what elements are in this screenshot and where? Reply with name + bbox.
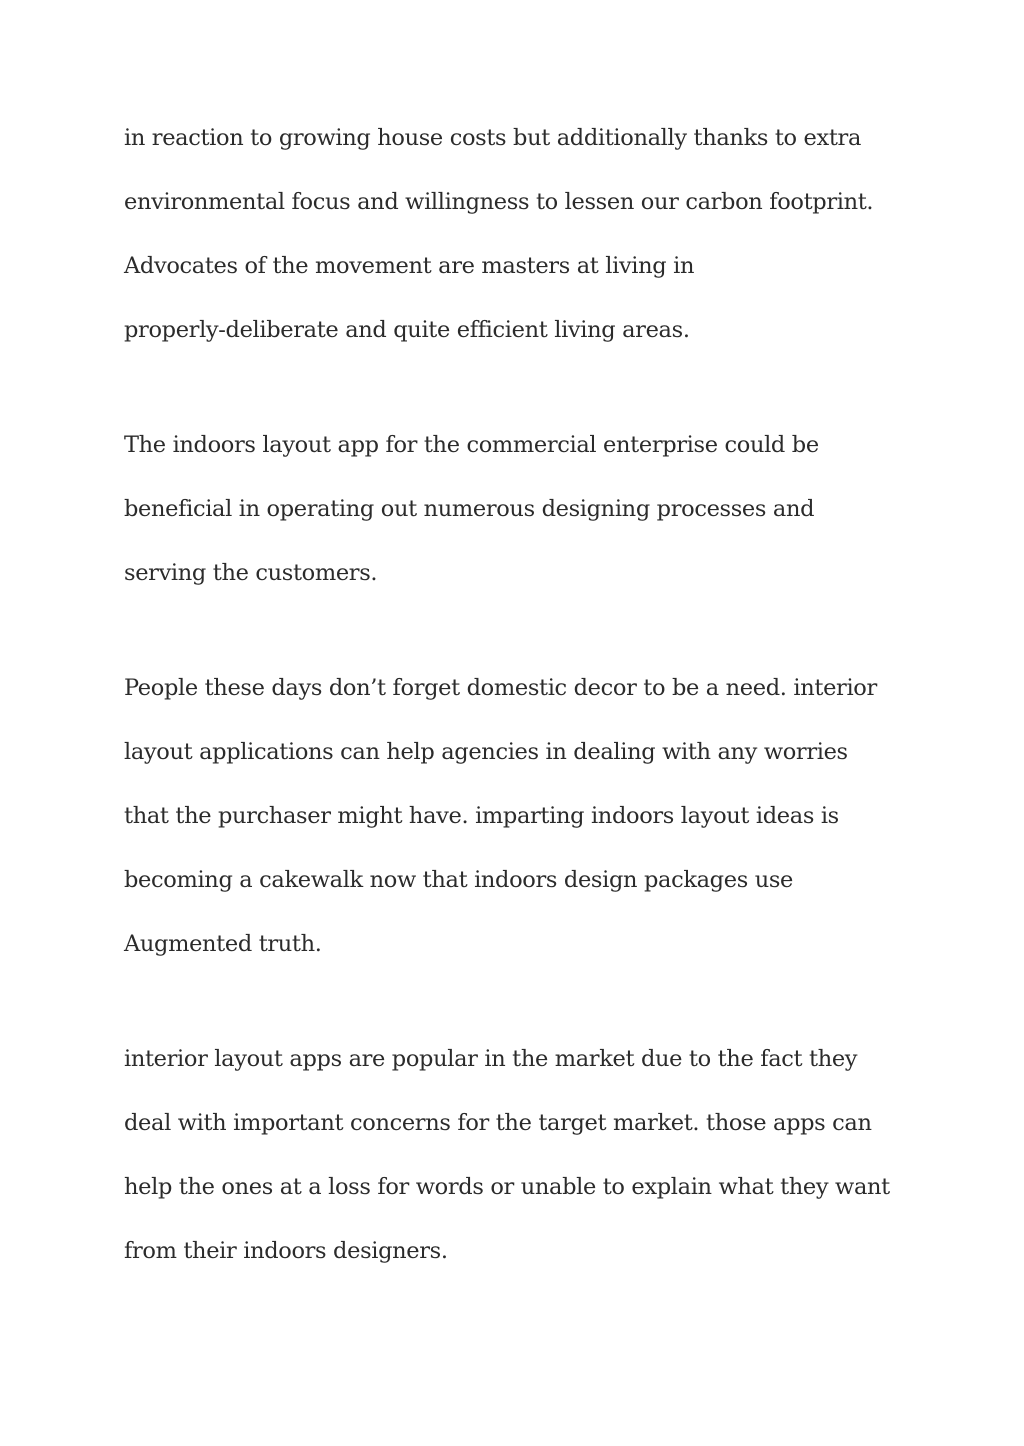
text-line: People these days don’t forget domestic decor to be a need. interior [124, 675, 877, 701]
text-line: properly-deliberate and quite efficient living areas. [124, 317, 690, 343]
text-line: Advocates of the movement are masters at living in [124, 253, 695, 279]
text-line: Augmented truth. [124, 931, 322, 957]
text-line: help the ones at a loss for words or unable to explain what they want [124, 1174, 890, 1200]
text-line: interior layout apps are popular in the market due to the fact they [124, 1046, 858, 1072]
text-line: The indoors layout app for the commercial enterprise could be [124, 432, 819, 458]
paragraph-2 [124, 413, 924, 605]
text-line: beneficial in operating out numerous designing processes and [124, 496, 815, 522]
text-line: in reaction to growing house costs but additionally thanks to extra [124, 125, 862, 151]
text-line: deal with important concerns for the target market. those apps can [124, 1110, 872, 1136]
paragraph-1 [124, 106, 924, 362]
text-line: serving the customers. [124, 560, 378, 586]
text-line: becoming a cakewalk now that indoors design packages use [124, 867, 794, 893]
paragraph-3 [124, 656, 924, 976]
text-line: environmental focus and willingness to lessen our carbon footprint. [124, 189, 874, 215]
text-line: from their indoors designers. [124, 1238, 448, 1264]
text-line: layout applications can help agencies in dealing with any worries [124, 739, 848, 765]
text-line: that the purchaser might have. imparting indoors layout ideas is [124, 803, 839, 829]
paragraph-4 [124, 1027, 924, 1283]
